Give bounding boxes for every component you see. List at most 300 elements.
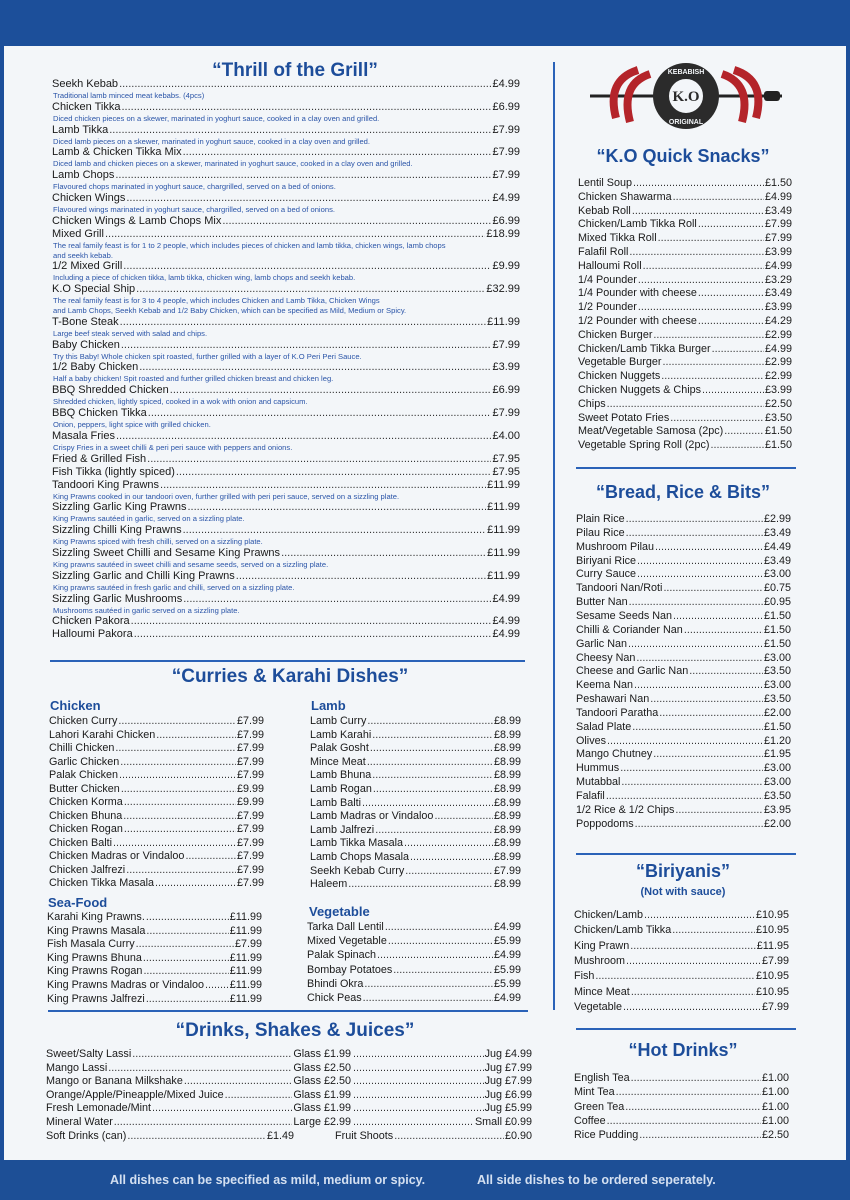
dot-leader xyxy=(170,384,492,397)
item-name: Mixed Tikka Roll xyxy=(578,232,657,245)
item-name: Lamb Madras or Vindaloo xyxy=(310,810,434,823)
item-price: £3.29 xyxy=(764,273,792,286)
item-name: Hummus xyxy=(576,762,620,775)
item-price: £4.99 xyxy=(493,992,521,1004)
menu-item-row xyxy=(578,301,792,314)
item-name: Sizzling Sweet Chilli and Sesame King Prawns xyxy=(52,547,281,559)
item-price: £8.99 xyxy=(493,837,521,850)
item-description: The real family feast is for 1 to 2 people, which includes pieces of chicken and lamb tikka, chicken wings, lamb chops xyxy=(53,240,446,250)
menu-item-row xyxy=(578,356,792,369)
footer-banner xyxy=(0,1160,850,1200)
menu-item-row xyxy=(52,228,520,241)
item-description: The real family feast is for 3 to 4 people, which includes Chicken and Lamb Tikka, Chicken Wings xyxy=(53,296,380,306)
item-name: Mutabbal xyxy=(576,776,621,789)
logo-bottom-text: ORIGINAL xyxy=(668,119,704,126)
dot-leader xyxy=(675,804,763,817)
dot-leader xyxy=(653,329,764,342)
item-name: Green Tea xyxy=(574,1100,625,1113)
drink-jug-price: Small £0.99 xyxy=(474,1116,532,1128)
menu-item-row xyxy=(578,398,792,411)
item-name: Curry Sauce xyxy=(576,568,637,581)
item-name: Sizzling Garlic and Chilli King Prawns xyxy=(52,569,235,582)
dot-leader xyxy=(367,715,493,728)
column-divider xyxy=(553,62,555,1010)
dot-leader xyxy=(653,748,763,761)
drink-row xyxy=(46,1062,351,1075)
item-description: Crispy Fries in a sweet chilli & peri peri sauce with peppers and onions. xyxy=(53,442,293,452)
item-price: £7.99 xyxy=(761,954,789,967)
dot-leader xyxy=(176,466,492,479)
menu-item-row xyxy=(576,624,791,637)
item-name: Lamb Curry xyxy=(310,715,367,727)
dot-leader xyxy=(152,1102,292,1115)
item-name: Chips xyxy=(578,397,606,410)
dot-leader xyxy=(108,1062,292,1075)
item-price: £8.99 xyxy=(493,823,521,836)
dot-leader xyxy=(632,721,763,734)
item-price: £5.99 xyxy=(493,963,521,976)
menu-item-row xyxy=(576,762,791,775)
dot-leader xyxy=(353,1048,484,1061)
dot-leader xyxy=(607,735,763,748)
hot-title: “Hot Drinks” xyxy=(628,1040,738,1060)
drink-glass-price: Glass £1.99 xyxy=(293,1102,351,1115)
menu-item-row xyxy=(52,570,520,583)
item-price: £3.50 xyxy=(763,790,791,802)
item-name: Seekh Kebab xyxy=(52,78,119,90)
item-name: Chicken Bhuna xyxy=(49,809,123,822)
item-price: £7.99 xyxy=(493,864,521,877)
menu-item-row xyxy=(576,638,791,651)
item-description: and seekh kebab. xyxy=(53,250,113,260)
menu-item-row xyxy=(47,925,262,938)
drinks-title: “Drinks, Shakes & Juices” xyxy=(175,1020,415,1041)
footer-right-text: All side dishes to be ordered seperately. xyxy=(477,1173,716,1187)
item-price: £4.29 xyxy=(764,315,792,327)
item-name: Palak Gosht xyxy=(310,742,369,755)
item-name: King Prawns Jalfrezi xyxy=(47,992,145,1005)
dot-leader xyxy=(689,665,763,678)
dot-leader xyxy=(623,1001,761,1014)
item-name: King Prawns Bhuna xyxy=(47,951,142,964)
item-name: Chicken Nuggets xyxy=(578,370,661,383)
item-description: Half a baby chicken! Spit roasted and further grilled chicken breast and chicken leg. xyxy=(53,374,334,384)
item-price: £11.99 xyxy=(487,501,520,514)
drink-glass-price: Glass £1.99 xyxy=(293,1048,351,1060)
menu-item-row xyxy=(52,430,520,443)
item-price: £7.99 xyxy=(234,938,262,951)
item-name: Chicken Jalfrezi xyxy=(49,863,126,876)
item-name: Halloumi Pakora xyxy=(52,628,133,641)
menu-item-row xyxy=(52,615,520,628)
menu-item-row xyxy=(49,769,264,782)
menu-item-row xyxy=(576,735,791,748)
menu-item-row xyxy=(49,850,264,863)
menu-item-row xyxy=(574,909,789,922)
item-price: £7.95 xyxy=(492,465,520,478)
item-price: £11.99 xyxy=(487,569,520,582)
menu-item-row xyxy=(52,260,520,273)
item-price: £5.99 xyxy=(493,935,521,948)
menu-item-row xyxy=(52,501,520,514)
dot-leader xyxy=(146,993,229,1006)
menu-item-row xyxy=(310,756,521,769)
item-name: King Prawn xyxy=(574,939,630,952)
item-name: Lamb Tikka Masala xyxy=(310,837,404,850)
item-name: Chicken Wings xyxy=(52,192,126,204)
item-name: Lamb Bhuna xyxy=(310,769,372,782)
menu-item-row xyxy=(49,837,264,850)
menu-item-row xyxy=(307,935,521,948)
item-name: Bombay Potatoes xyxy=(307,963,393,976)
item-price: £4.99 xyxy=(764,259,792,272)
menu-item-row xyxy=(578,260,792,273)
drink-name: Fresh Lemonade/Mint xyxy=(46,1102,152,1115)
item-name: Kebab Roll xyxy=(578,204,631,217)
dot-leader xyxy=(637,555,763,568)
item-price: £7.99 xyxy=(236,863,264,876)
item-name: 1/4 Pounder xyxy=(578,273,637,286)
menu-item-row xyxy=(578,191,792,204)
item-description: Flavoured chops marinated in yoghurt sauce, chargrilled, served on a bed of onions. xyxy=(53,182,336,192)
menu-item-row xyxy=(49,715,264,728)
menu-item-row xyxy=(574,1072,789,1085)
dot-leader xyxy=(362,797,493,810)
menu-item-row xyxy=(578,370,792,383)
item-name: Keema Nan xyxy=(576,679,634,692)
item-price: £8.99 xyxy=(493,851,521,863)
dot-leader xyxy=(405,865,493,878)
item-name: BBQ Chicken Tikka xyxy=(52,407,147,419)
item-name: Lamb Jalfrezi xyxy=(310,823,375,836)
vegetable-heading: Vegetable xyxy=(309,904,370,919)
item-price: £1.50 xyxy=(763,720,791,733)
dot-leader xyxy=(620,762,763,775)
menu-item-row xyxy=(574,955,789,968)
dot-leader xyxy=(136,938,234,951)
item-price: £3.95 xyxy=(763,803,791,816)
dot-leader xyxy=(353,1062,484,1075)
dot-leader xyxy=(636,652,763,665)
dot-leader xyxy=(131,615,492,628)
dot-leader xyxy=(672,924,755,937)
menu-item-row xyxy=(310,715,521,728)
item-name: Butter Chicken xyxy=(49,782,120,795)
dot-leader xyxy=(124,823,236,836)
item-price: £1.00 xyxy=(761,1114,789,1127)
dot-leader xyxy=(607,398,764,411)
dot-leader xyxy=(621,776,763,789)
menu-item-row xyxy=(52,384,520,397)
item-name: BBQ Shredded Chicken xyxy=(52,384,169,397)
biriyanis-title: “Biriyanis” xyxy=(635,861,731,881)
menu-item-row xyxy=(310,742,521,755)
menu-item-row xyxy=(310,824,521,837)
menu-item-row xyxy=(52,524,520,537)
menu-item-row xyxy=(578,384,792,397)
dot-leader xyxy=(370,742,493,755)
item-name: Lamb Chops Masala xyxy=(310,851,410,863)
dot-leader xyxy=(124,796,236,809)
item-name: Chicken/Lamb Tikka Burger xyxy=(578,342,711,355)
dot-leader xyxy=(628,638,763,651)
drink-row xyxy=(46,1048,351,1061)
item-price: £3.50 xyxy=(763,665,791,678)
item-price: £3.50 xyxy=(763,693,791,706)
menu-item-row xyxy=(576,652,791,665)
dot-leader xyxy=(632,205,764,218)
item-price: £11.99 xyxy=(487,547,520,559)
item-price: £3.99 xyxy=(764,384,792,396)
dot-leader xyxy=(434,810,493,823)
item-price: £2.99 xyxy=(764,328,792,341)
menu-item-row xyxy=(310,851,521,864)
item-price: £7.99 xyxy=(236,836,264,849)
dot-leader xyxy=(113,837,236,850)
item-name: Lentil Soup xyxy=(578,177,633,189)
item-name: Chicken Tikka Masala xyxy=(49,877,155,889)
item-price: £3.00 xyxy=(763,679,791,692)
menu-item-row xyxy=(52,169,520,182)
drink-row xyxy=(46,1116,351,1129)
item-name: Fish Masala Curry xyxy=(47,938,135,951)
menu-item-row xyxy=(576,610,791,623)
dot-leader xyxy=(119,769,236,782)
item-price: £11.99 xyxy=(229,965,262,978)
item-description: and Lamb Chops, Seekh Kebab and 1/2 Baby Chicken, which can be specified as Mild, Medium or Spicy. xyxy=(53,306,407,315)
item-name: Falafil Roll xyxy=(578,246,629,258)
item-name: Tandoori Nan/Roti xyxy=(576,582,663,595)
dot-leader xyxy=(139,361,491,374)
item-price: £8.99 xyxy=(493,728,521,741)
item-name: Mint Tea xyxy=(574,1086,615,1099)
item-price: £8.99 xyxy=(493,878,521,891)
item-description: Try this Baby! Whole chicken spit roasted, further grilled with a layer of K.O Peri Peri Sauce. xyxy=(53,351,362,361)
item-name: 1/2 Pounder xyxy=(578,301,637,314)
divider-grill xyxy=(50,660,525,662)
menu-item-row xyxy=(578,343,792,356)
menu-item-row xyxy=(52,192,520,205)
item-price: £4.99 xyxy=(492,628,520,641)
dot-leader xyxy=(673,610,763,623)
item-price: £11.99 xyxy=(487,478,520,491)
item-name: Lamb Balti xyxy=(310,796,362,809)
menu-item-row xyxy=(574,924,789,937)
drink-jug-price: Jug £5.99 xyxy=(484,1102,532,1115)
item-name: K.O Special Ship xyxy=(52,283,136,296)
item-price: £11.99 xyxy=(229,924,262,937)
item-description: Flavoured wings marinated in yoghurt sauce, chargrilled, served on a bed of onions. xyxy=(53,205,335,214)
item-price: £1.00 xyxy=(761,1086,789,1099)
item-price: £7.99 xyxy=(236,769,264,781)
item-description: King prawns sautéed in sweet chilli and sesame seeds, served on a sizzling plate. xyxy=(53,560,329,569)
item-price: £1.50 xyxy=(764,177,792,189)
item-name: Lamb Rogan xyxy=(310,783,372,795)
item-price: £7.99 xyxy=(492,338,520,351)
item-price: £7.99 xyxy=(236,728,264,741)
item-price: £3.49 xyxy=(763,554,791,567)
menu-item-row xyxy=(574,1086,789,1099)
menu-item-row xyxy=(578,425,792,438)
item-name: Mixed Grill xyxy=(52,227,104,240)
menu-item-row xyxy=(52,101,520,114)
menu-item-row xyxy=(574,970,789,983)
item-name: Tandoori Paratha xyxy=(576,706,659,719)
menu-item-row xyxy=(52,453,520,466)
drink-name: Fruit Shoots xyxy=(335,1129,394,1142)
menu-item-row xyxy=(576,748,791,761)
menu-item-row xyxy=(52,78,520,91)
dot-leader xyxy=(658,232,764,245)
item-price: £7.99 xyxy=(492,146,520,159)
item-name: Pilau Rice xyxy=(576,526,625,539)
item-name: Chilli Chicken xyxy=(49,742,115,754)
item-price: £11.99 xyxy=(487,315,520,328)
item-price: £9.99 xyxy=(492,260,520,273)
item-name: Lamb Tikka xyxy=(52,123,109,136)
item-price: £7.99 xyxy=(236,755,264,768)
dot-leader xyxy=(184,1075,293,1088)
item-price: £1.50 xyxy=(764,425,792,438)
item-price: £4.49 xyxy=(763,540,791,553)
dot-leader xyxy=(650,693,763,706)
grill-title: “Thrill of the Grill” xyxy=(212,60,378,81)
item-price: £4.99 xyxy=(492,592,520,605)
dot-leader xyxy=(236,570,486,583)
menu-item-row xyxy=(576,555,791,568)
dot-leader xyxy=(120,756,236,769)
item-name: Karahi King Prawns. xyxy=(47,911,145,923)
item-description: Large beef steak served with salad and chips. xyxy=(53,328,208,338)
chicken-heading: Chicken xyxy=(50,698,101,713)
menu-item-row xyxy=(49,796,264,809)
divider-biriyanis xyxy=(576,1028,796,1030)
item-name: Chicken Burger xyxy=(578,328,653,341)
item-price: £18.99 xyxy=(486,227,520,240)
dot-leader xyxy=(633,177,764,190)
item-price: £7.99 xyxy=(236,877,264,889)
dot-leader xyxy=(183,524,487,537)
item-price: £7.99 xyxy=(764,232,792,245)
item-price: £11.99 xyxy=(229,992,262,1005)
item-name: Fish xyxy=(574,970,595,983)
item-price: £3.00 xyxy=(763,651,791,664)
item-price: £6.99 xyxy=(492,100,520,113)
dot-leader xyxy=(225,1089,293,1102)
item-name: Lamb Chops xyxy=(52,169,115,182)
item-name: Seekh Kebab Curry xyxy=(310,864,405,877)
item-name: Olives xyxy=(576,734,606,747)
item-name: Chicken Pakora xyxy=(52,615,130,628)
dot-leader xyxy=(372,769,493,782)
item-price: £8.99 xyxy=(493,715,521,727)
menu-item-row xyxy=(576,527,791,540)
item-name: Vegetable Burger xyxy=(578,356,662,369)
menu-item-row xyxy=(49,823,264,836)
item-price: £8.99 xyxy=(493,769,521,782)
item-name: Sizzling Chilli King Prawns xyxy=(52,524,182,537)
item-price: £7.99 xyxy=(492,169,520,182)
drink-jug-row xyxy=(352,1062,532,1075)
drink-name: Mango or Banana Milkshake xyxy=(46,1075,183,1088)
item-name: Sizzling Garlic King Prawns xyxy=(52,501,187,514)
menu-item-row xyxy=(574,1001,789,1014)
item-name: Sesame Seeds Nan xyxy=(576,609,673,622)
dot-leader xyxy=(659,707,763,720)
menu-item-row xyxy=(578,315,792,328)
menu-item-row xyxy=(578,287,792,300)
item-price: £11.99 xyxy=(229,979,262,991)
menu-item-row xyxy=(52,593,520,606)
dot-leader xyxy=(404,837,493,850)
drink-glass-price: Glass £2.50 xyxy=(293,1075,351,1088)
item-price: £2.99 xyxy=(763,513,791,525)
item-name: Mince Meat xyxy=(310,755,366,768)
item-name: 1/4 Pounder with cheese xyxy=(578,287,697,300)
item-price: £7.99 xyxy=(764,218,792,231)
menu-item-row xyxy=(310,783,521,796)
menu-item-row xyxy=(576,596,791,609)
menu-item-row xyxy=(52,215,520,228)
dot-leader xyxy=(148,407,492,420)
menu-item-row xyxy=(574,1129,789,1142)
item-name: 1/2 Mixed Grill xyxy=(52,260,123,273)
dot-leader xyxy=(625,1101,761,1114)
dot-leader xyxy=(673,191,764,204)
drink-jug-price: Jug £4.99 xyxy=(484,1048,532,1060)
item-price: £3.99 xyxy=(764,246,792,258)
item-name: Mince Meat xyxy=(574,985,630,998)
dot-leader xyxy=(134,628,492,641)
bread-title: “Bread, Rice & Bits” xyxy=(595,482,771,502)
dot-leader xyxy=(143,965,228,978)
menu-item-row xyxy=(574,1101,789,1114)
dot-leader xyxy=(712,343,764,356)
dot-leader xyxy=(364,978,493,991)
item-description: Diced lamb and chicken pieces on a skewer, marinated in yoghurt sauce, cooked in a clay oven and grilled. xyxy=(53,159,413,169)
item-name: Lahori Karahi Chicken xyxy=(49,728,156,741)
item-name: Chicken Rogan xyxy=(49,823,123,835)
menu-item-row xyxy=(574,1115,789,1128)
item-price: £4.99 xyxy=(764,190,792,203)
item-price: £7.99 xyxy=(236,850,264,862)
drink-row xyxy=(46,1089,351,1102)
menu-item-row xyxy=(578,218,792,231)
dot-leader xyxy=(185,850,236,863)
dot-leader xyxy=(684,624,763,637)
item-price: £3.50 xyxy=(764,411,792,424)
item-price: £1.50 xyxy=(763,637,791,650)
dot-leader xyxy=(661,370,764,383)
menu-item-row xyxy=(307,949,521,962)
item-description: Onion, peppers, light spice with grilled chicken. xyxy=(53,420,211,429)
item-name: Cheese and Garlic Nan xyxy=(576,665,689,678)
item-name: Poppodoms xyxy=(576,817,634,830)
dot-leader xyxy=(637,568,763,581)
item-price: £1.50 xyxy=(763,623,791,636)
menu-item-row xyxy=(47,911,262,924)
dot-leader xyxy=(353,1089,484,1102)
menu-item-row xyxy=(52,547,520,560)
menu-item-row xyxy=(49,756,264,769)
menu-item-row xyxy=(576,665,791,678)
dot-leader xyxy=(631,1072,761,1085)
item-price: £2.99 xyxy=(764,370,792,383)
item-name: Chicken Madras or Vindaloo xyxy=(49,850,185,862)
menu-item-row xyxy=(47,993,262,1006)
logo-top-text: KEBABISH xyxy=(667,69,705,76)
item-name: Vegetable xyxy=(574,1000,623,1013)
